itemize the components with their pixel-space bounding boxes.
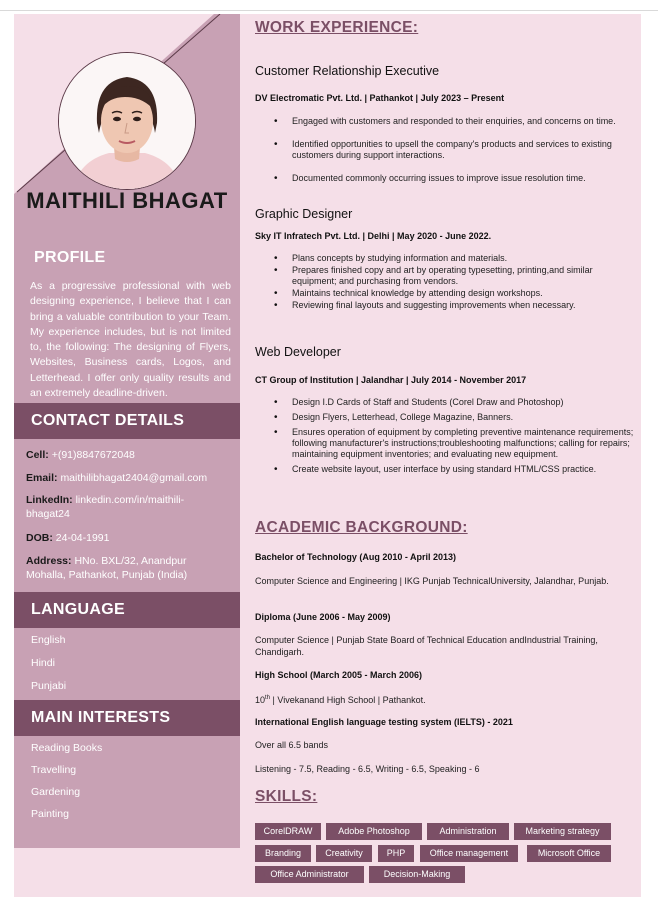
bullet-item: • Plans concepts by studying information and materials. xyxy=(274,253,634,264)
contact-cell xyxy=(26,448,231,462)
job-title: Web Developer xyxy=(255,345,341,359)
portrait-image xyxy=(59,53,195,189)
skill-tag: Microsoft Office xyxy=(527,845,611,862)
profile-summary: As a progressive professional with web designing experience, I believe that I can bring a valuable contribution to your Team. My experience includes, but is not limited to, the following: The designing of Flyers, Websites, Business cards, Logos, and Letterhead. I offer only quality results and an extremely deadline-driven. xyxy=(30,280,231,400)
job-meta: DV Electromatic Pvt. Ltd. | Pathankot | July 2023 – Present xyxy=(255,93,505,103)
contact-address xyxy=(26,554,211,582)
contact-heading: CONTACT DETAILS xyxy=(14,403,240,439)
language-item: Hindi xyxy=(31,657,55,669)
work-experience-heading: WORK EXPERIENCE: xyxy=(255,19,419,36)
skill-tag: Adobe Photoshop xyxy=(326,823,422,840)
ielts-scores: Listening - 7.5, Reading - 6.5, Writing - 6.5, Speaking - 6 xyxy=(255,764,480,774)
academic-heading: ACADEMIC BACKGROUND: xyxy=(255,519,468,536)
address-value: HNo. BXL/32, Anandpur Mohalla, Pathankot, Punjab (India) xyxy=(26,555,188,581)
address-label: Address: xyxy=(26,555,72,567)
person-name: MAITHILI BHAGAT xyxy=(26,188,228,213)
degree-title: Diploma (June 2006 - May 2009) xyxy=(255,612,391,622)
interest-item: Painting xyxy=(31,808,69,820)
skill-tag: Branding xyxy=(255,845,311,862)
job-meta: Sky IT Infratech Pvt. Ltd. | Delhi | May 2020 - June 2022. xyxy=(255,231,492,241)
language-item: Punjabi xyxy=(31,680,67,692)
page-top-rule xyxy=(0,10,658,11)
degree-title: High School (March 2005 - March 2006) xyxy=(255,670,423,680)
ielts-overall: Over all 6.5 bands xyxy=(255,740,329,750)
degree-detail xyxy=(255,693,625,707)
profile-heading: PROFILE xyxy=(14,240,240,276)
linkedin-label: LinkedIn: xyxy=(26,494,73,506)
skill-tag: PHP xyxy=(378,845,414,862)
job-title: Graphic Designer xyxy=(255,207,353,221)
bullet-item: • Design Flyers, Letterhead, College Magazine, Banners. xyxy=(274,412,634,423)
school-detail: | Vivekanand High School | Pathankot. xyxy=(270,695,426,705)
profile-photo xyxy=(58,52,196,190)
linkedin-value[interactable]: linkedin.com/in/maithili-bhagat24 xyxy=(26,494,185,520)
bullet-item: • Design I.D Cards of Staff and Students (Corel Draw and Photoshop) xyxy=(274,397,634,408)
email-value[interactable]: maithilibhagat2404@gmail.com xyxy=(60,472,208,484)
skill-tag: Office management xyxy=(420,845,518,862)
job-bullets xyxy=(274,116,634,184)
contact-linkedin xyxy=(26,493,206,521)
cell-label: Cell: xyxy=(26,449,49,461)
bullet-item: • Engaged with customers and responded to their enquiries, and concerns on time. xyxy=(274,116,634,127)
interests-heading: MAIN INTERESTS xyxy=(14,700,240,736)
bullet-item: • Maintains technical knowledge by attending design workshops. xyxy=(274,288,634,299)
skill-tag: Creativity xyxy=(316,845,372,862)
interest-item: Gardening xyxy=(31,786,81,798)
language-heading: LANGUAGE xyxy=(14,592,240,628)
bullet-item: • Prepares finished copy and art by operating typesetting, printing,and similar equipment; and purchasing from vendors. xyxy=(274,265,634,287)
job-bullets xyxy=(274,397,634,475)
grade-number: 10 xyxy=(255,695,266,705)
bullet-item: • Reviewing final layouts and suggesting improvements when necessary. xyxy=(274,300,634,311)
contact-dob xyxy=(26,531,231,545)
dob-label: DOB: xyxy=(26,532,53,544)
skill-tag: Decision-Making xyxy=(369,866,465,883)
interest-item: Travelling xyxy=(31,764,77,776)
skill-tag: Marketing strategy xyxy=(514,823,611,840)
cell-value: +(91)8847672048 xyxy=(51,449,135,461)
degree-detail: Computer Science and Engineering | IKG Punjab TechnicalUniversity, Jalandhar, Punjab. xyxy=(255,576,609,586)
bullet-item: • Ensures operation of equipment by completing preventive maintenance requirements; following manufacturer's instructions;troubleshooting malfunctions; calling for repairs; maintaining equipment inventories; and evaluating new equipment. xyxy=(274,427,634,460)
contact-email xyxy=(26,471,231,485)
job-bullets xyxy=(274,253,634,311)
skill-tag: CorelDRAW xyxy=(255,823,321,840)
degree-detail: Computer Science | Punjab State Board of Technical Education andIndustrial Training, Chandigarh. xyxy=(255,635,598,657)
job-meta: CT Group of Institution | Jalandhar | July 2014 - November 2017 xyxy=(255,375,527,385)
skill-tag: Office Administrator xyxy=(255,866,364,883)
job-title: Customer Relationship Executive xyxy=(255,64,440,78)
email-label: Email: xyxy=(26,472,58,484)
ielts-title: International English language testing system (IELTS) - 2021 xyxy=(255,717,513,727)
language-item: English xyxy=(31,634,66,646)
bullet-item: • Identified opportunities to upsell the company's products and services to existing customers during support interactions. xyxy=(274,139,634,161)
skills-heading: SKILLS: xyxy=(255,788,318,805)
bullet-item: • Create website layout, user interface by using standard HTML/CSS practice. xyxy=(274,464,634,475)
skill-tag: Administration xyxy=(427,823,509,840)
grade-suffix: th xyxy=(265,695,271,701)
degree-title: Bachelor of Technology (Aug 2010 - April 2013) xyxy=(255,552,457,562)
interest-item: Reading Books xyxy=(31,742,103,754)
bullet-item: • Documented commonly occurring issues to improve issue resolution time. xyxy=(274,173,634,184)
dob-value: 24-04-1991 xyxy=(55,532,110,544)
